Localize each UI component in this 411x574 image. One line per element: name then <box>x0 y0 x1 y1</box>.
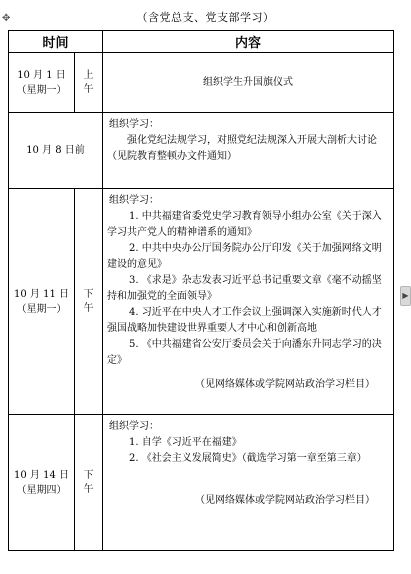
table-header-row <box>9 31 394 53</box>
content-line: 4. 习近平在中央人才工作会议上强调深入实施新时代人才强国战略加快建设世界重要人才中心和创新高地 <box>107 307 382 334</box>
date-line: 10 月 1 日 <box>17 69 66 81</box>
header-time: 时间 <box>9 31 103 53</box>
half-day-bottom: 午 <box>83 483 94 495</box>
weekday-line: （星期一） <box>16 84 67 96</box>
content-text: 组织学生升国旗仪式 <box>203 76 294 88</box>
half-day-bottom: 午 <box>83 302 94 314</box>
date-cell <box>9 113 103 189</box>
date-line: 10 月 11 日 <box>14 288 69 300</box>
content-cell <box>103 415 394 551</box>
date-cell <box>9 189 75 415</box>
content-note: （见网络媒体或学院网站政治学习栏目） <box>195 379 376 390</box>
content-cell <box>103 113 394 189</box>
table-move-handle-icon[interactable]: ✥ <box>2 13 11 24</box>
content-line: 3. 《求是》杂志发表习近平总书记重要文章《毫不动摇坚持和加强党的全面领导》 <box>107 275 382 302</box>
content-lead: 组织学习： <box>109 119 160 130</box>
content-line: 5. 《中共福建省公安厅委员会关于向潘东升同志学习的决定》 <box>107 339 382 366</box>
expand-arrow-icon[interactable]: ▶ <box>400 286 411 306</box>
half-day-cell <box>75 415 103 551</box>
date-line: 10 月 8 日前 <box>26 145 85 156</box>
content-lead: 组织学习： <box>109 195 160 206</box>
content-cell <box>103 53 394 113</box>
half-day-top: 下 <box>83 469 94 481</box>
content-line: 2. 《社会主义发展简史》（截选学习第一章至第三章） <box>129 453 367 464</box>
content-note: （见网络媒体或学院网站政治学习栏目） <box>195 495 376 506</box>
content-line: 强化党纪法规学习，对照党纪法规深入开展大剖析大讨论（见院教育整顿办文件通知） <box>107 135 378 162</box>
content-lead: 组织学习： <box>109 421 160 432</box>
date-line: 10 月 14 日 <box>14 469 69 481</box>
page-subtitle: （含党总支、党支部学习） <box>136 11 275 24</box>
content-line: 1. 中共福建省委党史学习教育领导小组办公室《关于深入学习共产党人的精神谱系的通知》 <box>107 211 382 238</box>
content-line: 1. 自学《习近平在福建》 <box>129 437 242 448</box>
weekday-line: （星期四） <box>16 484 67 496</box>
content-cell <box>103 189 394 415</box>
date-cell <box>9 415 75 551</box>
half-day-top: 上 <box>83 69 94 81</box>
table-row <box>9 113 394 189</box>
schedule-table <box>8 30 394 551</box>
half-day-cell <box>75 53 103 113</box>
date-cell <box>9 53 75 113</box>
header-content: 内容 <box>103 31 394 53</box>
half-day-cell <box>75 189 103 415</box>
table-row <box>9 53 394 113</box>
half-day-bottom: 午 <box>83 83 94 95</box>
half-day-top: 下 <box>83 288 94 300</box>
table-row <box>9 189 394 415</box>
weekday-line: （星期一） <box>16 303 67 315</box>
table-row <box>9 415 394 551</box>
content-line: 2. 中共中央办公厅国务院办公厅印发《关于加强网络文明建设的意见》 <box>107 243 382 270</box>
